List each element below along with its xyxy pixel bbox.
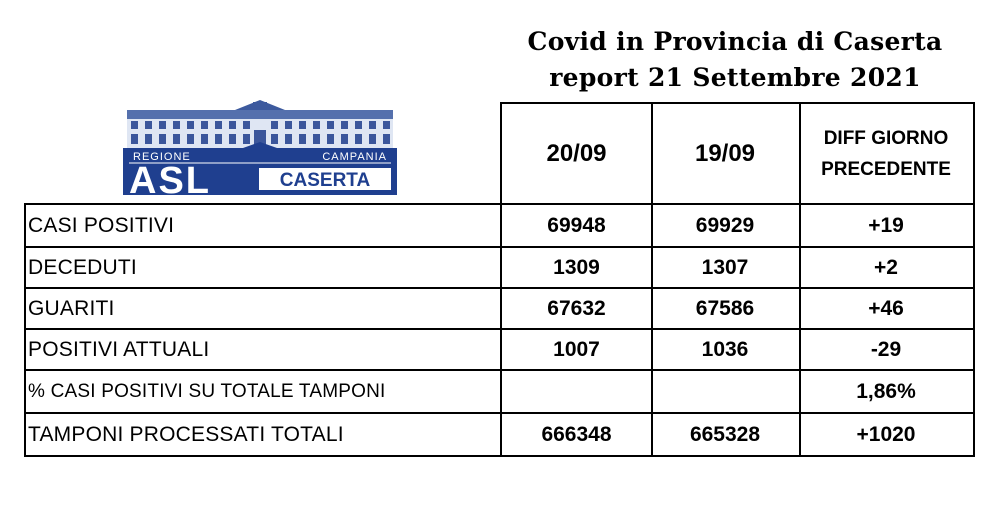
value-diff: +2 (874, 255, 898, 279)
value-diff: 1,86% (856, 379, 916, 403)
row-label: TAMPONI PROCESSATI TOTALI (28, 422, 344, 446)
header-date-20-09: 20/09 (546, 139, 607, 167)
table-row-guariti (24, 289, 974, 328)
value-diff: +1020 (856, 422, 916, 446)
header-diff (799, 104, 973, 203)
palace-facade-icon (127, 100, 393, 148)
value-20-09: 67632 (547, 296, 606, 320)
row-label: CASI POSITIVI (28, 213, 175, 237)
row-label: POSITIVI ATTUALI (28, 337, 210, 361)
logo-city: CASERTA (279, 170, 371, 191)
logo-region-left: REGIONE (133, 151, 191, 163)
table-row-casi-positivi (24, 205, 974, 246)
value-diff: +46 (868, 296, 904, 320)
logo-region-right: CAMPANIA (322, 151, 387, 163)
grid-line (500, 102, 975, 104)
value-19-09: 69929 (695, 213, 755, 237)
value-19-09: 1036 (701, 337, 749, 361)
value-20-09 (502, 371, 651, 412)
row-label: % CASI POSITIVI SU TOTALE TAMPONI (28, 380, 386, 402)
table-row-deceduti (24, 248, 974, 287)
report-title-line1: Covid in Provincia di Caserta (527, 27, 943, 56)
value-19-09 (651, 371, 799, 412)
row-label: DECEDUTI (28, 255, 137, 279)
value-diff: +19 (868, 213, 904, 237)
value-20-09: 1309 (553, 255, 600, 279)
header-diff-line1: DIFF GIORNO (823, 127, 949, 149)
header-date-19-09: 19/09 (694, 139, 756, 167)
header-diff-line2: PRECEDENTE (821, 158, 951, 180)
report-title (500, 24, 970, 96)
value-19-09: 665328 (689, 422, 761, 446)
value-20-09: 666348 (541, 422, 612, 446)
asl-caserta-logo (123, 100, 397, 195)
value-diff: -29 (870, 337, 902, 361)
logo-acronym: ASL (129, 160, 211, 195)
report-title-line2: report 21 Settembre 2021 (549, 63, 921, 92)
value-20-09: 1007 (553, 337, 600, 361)
row-label: GUARITI (28, 296, 115, 320)
table-row-tamponi-totali (24, 414, 974, 455)
value-19-09: 1307 (701, 255, 749, 279)
table-row-positivi-attuali (24, 330, 974, 369)
value-20-09: 69948 (547, 213, 606, 237)
value-19-09: 67586 (695, 296, 755, 320)
table-row-percentuale-positivi (24, 371, 974, 412)
